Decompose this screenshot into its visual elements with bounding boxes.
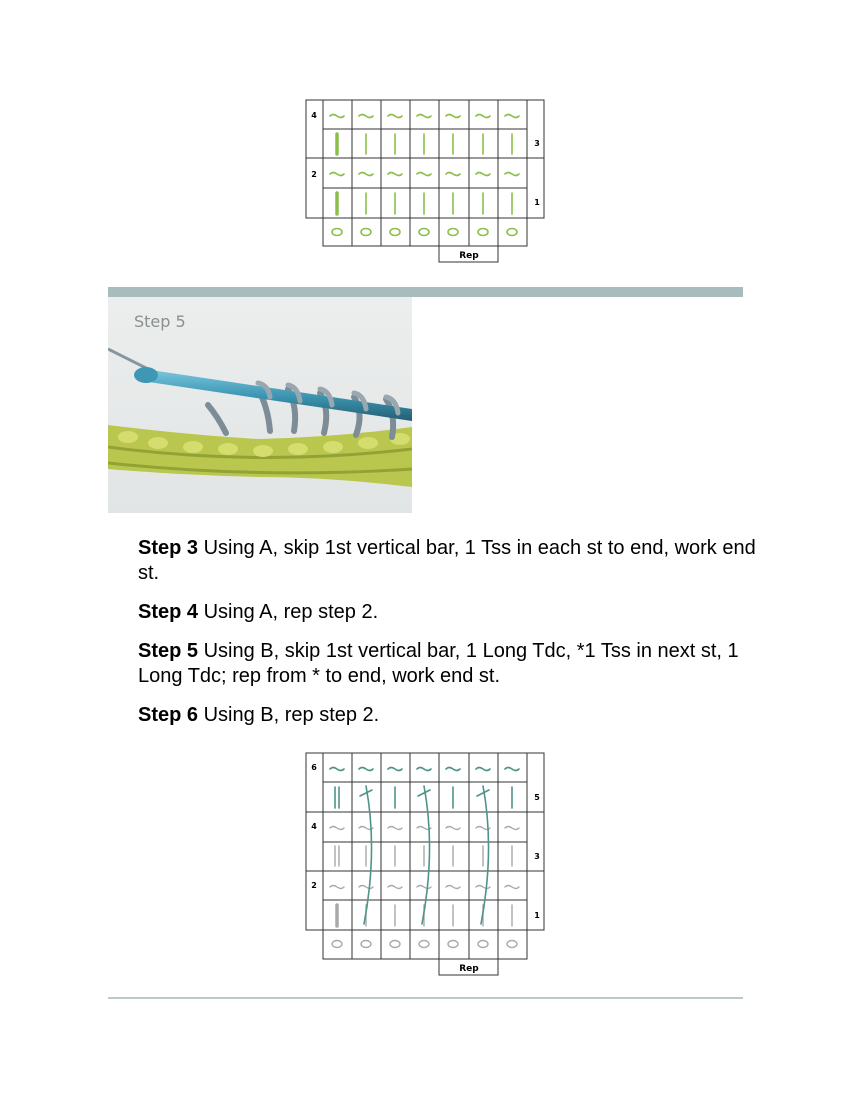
row-label: 3	[534, 139, 540, 148]
step-label: Step 3	[138, 537, 199, 559]
chart-symbols	[330, 115, 519, 236]
footer-rule	[108, 997, 743, 999]
chart-symbols-inactive	[330, 827, 519, 948]
step-text: Using B, skip 1st vertical bar, 1 Long Tdc, *1 Tss in next st, 1 Long Tdc; rep from * to end, work end st.	[138, 640, 739, 687]
step-label: Step 4	[138, 601, 199, 623]
step-paragraph	[138, 536, 758, 586]
photo-step-label: Step 5	[134, 312, 186, 331]
row-label: 2	[311, 170, 317, 179]
step-5-photo	[108, 297, 412, 513]
section-divider	[108, 287, 743, 297]
row-label: 5	[534, 793, 540, 802]
rep-label: Rep	[459, 964, 479, 974]
row-label: 3	[534, 852, 540, 861]
step-text: Using A, rep step 2.	[198, 601, 379, 623]
step-paragraph	[138, 639, 758, 689]
row-label: 6	[311, 763, 317, 772]
row-label: 4	[311, 111, 317, 120]
step-text: Using B, rep step 2.	[198, 704, 380, 726]
row-label: 1	[534, 198, 540, 207]
step-label: Step 6	[138, 704, 199, 726]
step-instructions	[138, 536, 758, 742]
row-label: 4	[311, 822, 317, 831]
step-text: Using A, skip 1st vertical bar, 1 Tss in each st to end, work end st.	[138, 537, 756, 584]
step-label: Step 5	[138, 640, 199, 662]
stitch-chart-top	[300, 95, 550, 265]
rep-label: Rep	[459, 251, 479, 261]
stitch-chart-bottom	[300, 748, 550, 978]
row-label: 2	[311, 881, 317, 890]
step-paragraph	[138, 703, 758, 728]
step-paragraph	[138, 600, 758, 625]
chart-grid	[306, 100, 544, 262]
row-label: 1	[534, 911, 540, 920]
